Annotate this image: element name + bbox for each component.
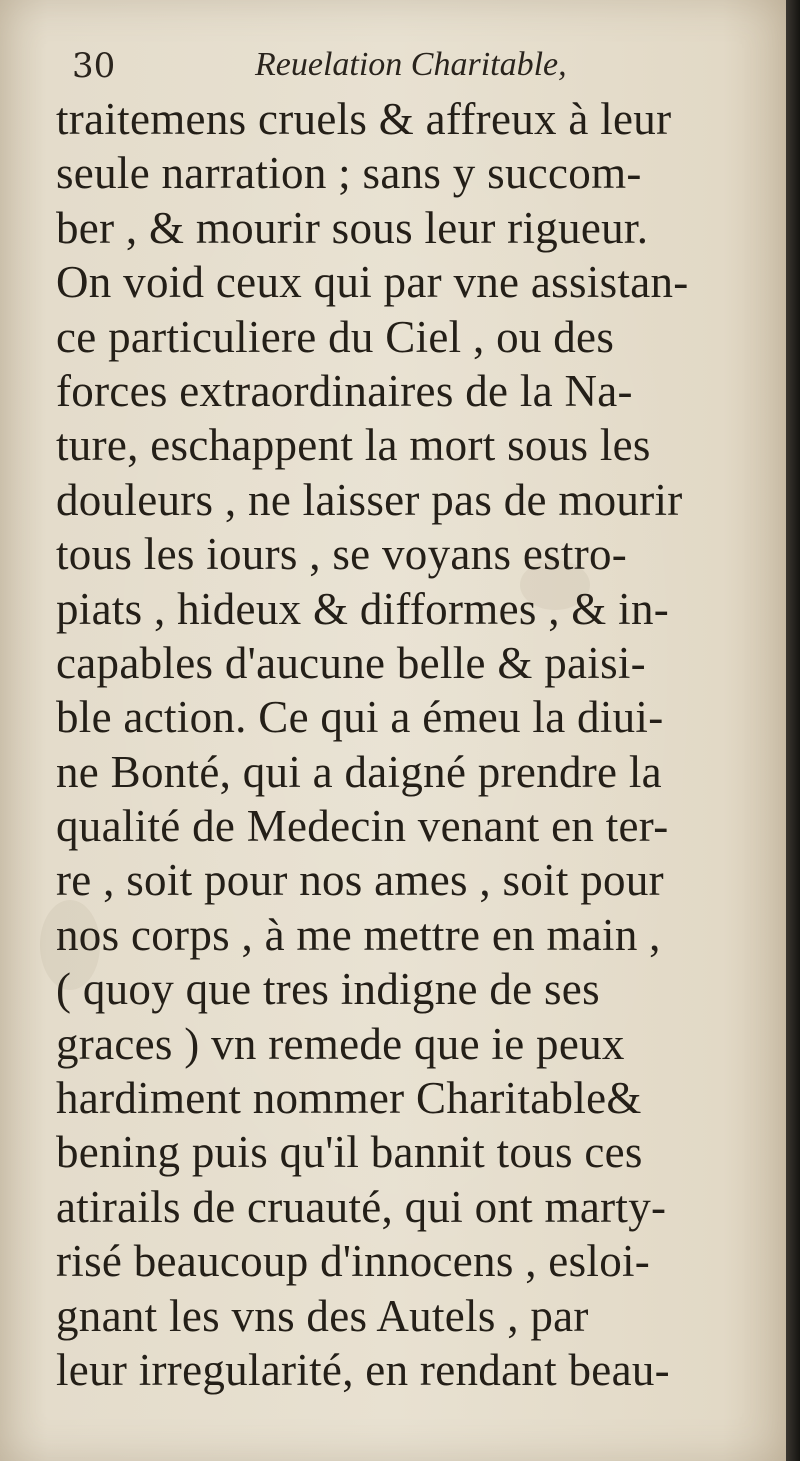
text-line: tous les iours , se voyans estro-	[56, 529, 628, 580]
running-title: Reuelation Charitable,	[255, 46, 567, 83]
text-line: capables d'aucune belle & paisi-	[56, 637, 646, 688]
page-header	[50, 38, 750, 98]
text-line: risé beaucoup d'innocens , esloi-	[56, 1236, 651, 1287]
text-line: qualité de Medecin venant en ter-	[56, 801, 669, 852]
text-line: re , soit pour nos ames , soit pour	[56, 855, 664, 906]
text-line: nos corps , à me mettre en main ,	[56, 909, 661, 960]
text-line: ture, eschappent la mort sous les	[56, 420, 651, 471]
book-edge	[786, 0, 800, 1461]
text-line: ber , & mourir sous leur rigueur.	[56, 202, 649, 253]
page-number: 30	[72, 46, 116, 86]
text-line: piats , hideux & difformes , & in-	[56, 583, 670, 634]
text-line: forces extraordinaires de la Na-	[56, 365, 633, 416]
text-line: graces ) vn remede que ie peux	[56, 1018, 625, 1069]
text-line: atirails de cruauté, qui ont marty-	[56, 1181, 667, 1232]
text-line: leur irregularité, en rendant beau-	[56, 1344, 670, 1395]
text-line: douleurs , ne laisser pas de mourir	[56, 474, 683, 525]
text-line: traitemens cruels & affreux à leur	[56, 94, 672, 144]
text-line: bening puis qu'il bannit tous ces	[56, 1127, 643, 1178]
text-line: ( quoy que tres indigne de ses	[56, 964, 600, 1015]
text-line: ble action. Ce qui a émeu la diui-	[56, 692, 664, 743]
text-line: ne Bonté, qui a daigné prendre la	[56, 746, 662, 797]
text-line: On void ceux qui par vne assistan-	[56, 257, 689, 308]
text-line: seule narration ; sans y succom-	[56, 148, 642, 199]
text-line: gnant les vns des Autels , par	[56, 1290, 589, 1341]
text-line: ce particuliere du Ciel , ou des	[56, 311, 615, 362]
text-line: hardiment nommer Charitable&	[56, 1073, 642, 1124]
text-body	[56, 92, 768, 1397]
